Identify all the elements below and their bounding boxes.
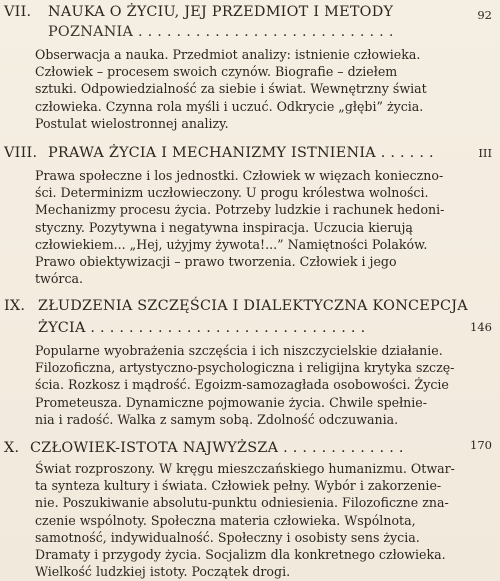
summary-line: Postulat wielostronnej analizy. <box>35 115 229 131</box>
chapter-page-number: 146 <box>470 320 492 334</box>
summary-line: człowiekiem... „Hej, użyjmy żywota!...” Namiętności Polaków. <box>35 236 428 252</box>
chapter-page-number: III <box>478 146 492 160</box>
summary-line: Wielkość ludzkiej istoty. Początek drogi. <box>35 564 291 580</box>
summary-line: czenie wspólnoty. Społeczna materia człowieka. Wspólnota, <box>35 512 416 528</box>
summary-line: Filozoficzna, artystyczno-psychologiczna i religijna krytyka szczę- <box>35 360 455 376</box>
chapter-number: X. <box>4 440 20 456</box>
summary-line: styczny. Pozytywna i negatywna inspiracja. Uczucia kierują <box>35 219 413 235</box>
summary-line: Popularne wyobrażenia szczęścia i ich niszczycielskie działanie. <box>35 343 443 358</box>
summary-line: Człowiek – procesem swoich czynów. Biografie – dziełem <box>35 64 398 80</box>
chapter-summary <box>35 342 453 428</box>
chapter-summary <box>35 167 453 287</box>
chapter-number: VIII. <box>4 145 38 161</box>
summary-line: Dramaty i przygody życia. Socjalizm dla konkretnego człowieka. <box>35 547 446 563</box>
chapter-summary <box>35 46 453 132</box>
chapter-page-number: 92 <box>477 8 492 22</box>
chapter-number: IX. <box>4 298 26 314</box>
summary-line: Prawo obiektywizacji – prawo tworzenia. Człowiek i jego <box>35 254 397 270</box>
chapter-heading <box>4 438 456 459</box>
summary-line: ści. Determinizm uczłowieczony. U progu królestwa wolności. <box>35 185 429 201</box>
chapter-title-line-2: ŻYCIA . . . . . . . . . . . . . . . . . . . . . . . . . . . . . <box>38 320 366 336</box>
summary-line: nie. Poszukiwanie absolutu-punktu odniesienia. Filozoficzne zna- <box>35 495 449 511</box>
summary-line: Prometeusza. Dynamiczne pojmowanie życia. Chwile spełnie- <box>35 394 428 410</box>
chapter-title-line-2: POZNANIA . . . . . . . . . . . . . . . . . . . . . . . . . . . <box>48 24 394 40</box>
chapter-title-line-1: NAUKA O ŻYCIU, JEJ PRZEDMIOT I METODY <box>48 4 394 20</box>
summary-line: Świat rozproszony. W kręgu mieszczańskiego humanizmu. Otwar- <box>35 461 455 476</box>
summary-line: nia i radość. Walka z samym sobą. Zdolność odczuwania. <box>35 411 399 427</box>
chapter-title-line-1: CZŁOWIEK-ISTOTA NAJWYŻSZA . . . . . . . . . . . . . <box>30 440 404 456</box>
chapter-heading <box>4 296 468 317</box>
chapter-heading-line-2 <box>38 318 490 339</box>
chapter-title-line-1: PRAWA ŻYCIA I MECHANIZMY ISTNIENIA . . . . . . <box>48 145 434 161</box>
summary-line: sztuki. Odpowiedzialność za siebie i świat. Wewnętrzny świat <box>35 81 427 97</box>
chapter-heading-line-2 <box>48 22 500 43</box>
chapter-heading <box>4 143 456 164</box>
chapter-page-number: 170 <box>470 438 492 452</box>
summary-line: człowieka. Czynna rola myśli i uczuć. Odkrycie „głębi” życia. <box>35 98 424 114</box>
summary-line: samotność, indywidualność. Społeczny i osobisty sens życia. <box>35 529 420 545</box>
summary-line: ścia. Rozkosz i mądrość. Egoizm-samozagłada osobowości. Życie <box>35 377 449 393</box>
chapter-summary <box>35 460 453 580</box>
chapter-title-line-1: ZŁUDZENIA SZCZĘŚCIA I DIALEKTYCZNA KONCEPCJA <box>38 298 468 314</box>
summary-line: twórca. <box>35 271 84 287</box>
summary-line: Mechanizmy procesu życia. Potrzeby ludzkie i rachunek hedoni- <box>35 202 445 218</box>
chapter-number: VII. <box>4 4 32 20</box>
chapter-heading <box>4 2 456 23</box>
summary-line: Prawa społeczne i los jednostki. Człowiek w więzach konieczno- <box>35 168 444 183</box>
summary-line: ta synteza kultury i świata. Człowiek pełny. Wybór i zakorzenie- <box>35 478 442 494</box>
summary-line: Obserwacja a nauka. Przedmiot analizy: istnienie człowieka. <box>35 47 421 62</box>
